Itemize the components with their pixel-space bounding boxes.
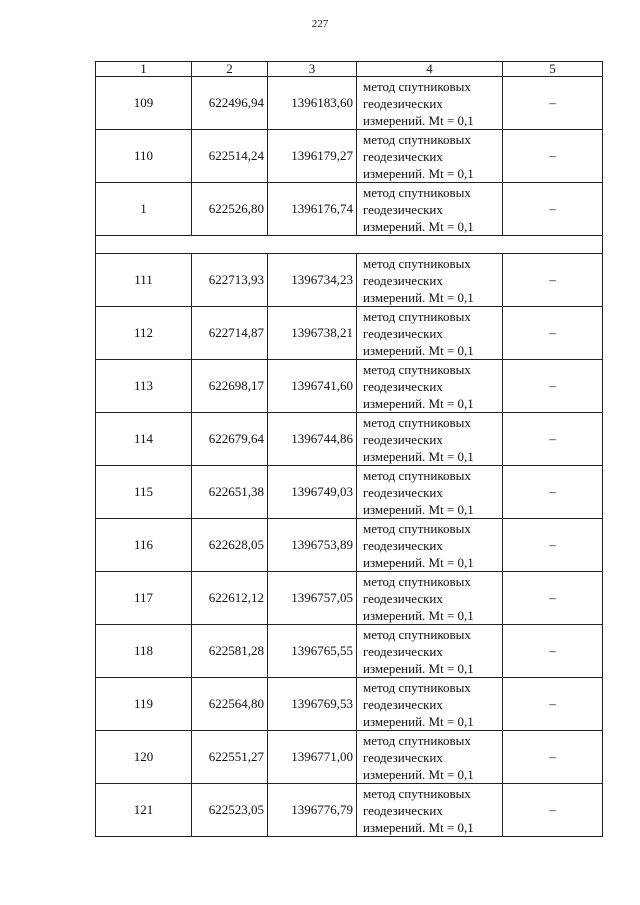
method-text-line: метод спутниковых <box>363 78 471 94</box>
x-coordinate-cell: 622698,17 <box>192 360 268 413</box>
accuracy-dash-cell: – <box>503 307 603 360</box>
y-coordinate-cell: 1396734,23 <box>268 254 357 307</box>
accuracy-dash-cell: – <box>503 572 603 625</box>
x-coordinate-cell: 622714,87 <box>192 307 268 360</box>
method-text-line: измерений. Mt = 0,1 <box>363 218 474 234</box>
column-header-3: 3 <box>268 62 357 77</box>
table-row <box>96 183 603 236</box>
y-coordinate-cell: 1396776,79 <box>268 784 357 837</box>
method-cell <box>357 413 503 466</box>
method-text-line: измерений. Mt = 0,1 <box>363 395 474 411</box>
table-row <box>96 625 603 678</box>
table-row <box>96 77 603 130</box>
method-text-line: геодезических <box>363 201 443 217</box>
method-text-line: метод спутниковых <box>363 732 471 748</box>
point-number-cell: 112 <box>96 307 192 360</box>
accuracy-dash-cell: – <box>503 360 603 413</box>
method-text-line: измерений. Mt = 0,1 <box>363 713 474 729</box>
table-row <box>96 678 603 731</box>
accuracy-dash-cell: – <box>503 784 603 837</box>
section-separator-row <box>96 236 603 254</box>
y-coordinate-cell: 1396744,86 <box>268 413 357 466</box>
point-number-cell: 118 <box>96 625 192 678</box>
accuracy-dash-cell: – <box>503 254 603 307</box>
x-coordinate-cell: 622526,80 <box>192 183 268 236</box>
accuracy-dash-cell: – <box>503 183 603 236</box>
method-text-line: измерений. Mt = 0,1 <box>363 112 474 128</box>
accuracy-dash-cell: – <box>503 130 603 183</box>
point-number-cell: 120 <box>96 731 192 784</box>
method-text-line: геодезических <box>363 378 443 394</box>
y-coordinate-cell: 1396753,89 <box>268 519 357 572</box>
method-text-line: геодезических <box>363 95 443 111</box>
method-text-line: геодезических <box>363 802 443 818</box>
method-text-line: измерений. Mt = 0,1 <box>363 607 474 623</box>
accuracy-dash-cell: – <box>503 466 603 519</box>
method-cell <box>357 731 503 784</box>
method-cell <box>357 519 503 572</box>
table-row <box>96 130 603 183</box>
point-number-cell: 109 <box>96 77 192 130</box>
point-number-cell: 111 <box>96 254 192 307</box>
method-cell <box>357 572 503 625</box>
method-text-line: геодезических <box>363 696 443 712</box>
method-text-line: метод спутниковых <box>363 520 471 536</box>
y-coordinate-cell: 1396771,00 <box>268 731 357 784</box>
method-text-line: измерений. Mt = 0,1 <box>363 501 474 517</box>
column-header-2: 2 <box>192 62 268 77</box>
method-text-line: геодезических <box>363 148 443 164</box>
method-text-line: геодезических <box>363 643 443 659</box>
method-text-line: измерений. Mt = 0,1 <box>363 342 474 358</box>
method-text-line: метод спутниковых <box>363 131 471 147</box>
accuracy-dash-cell: – <box>503 413 603 466</box>
x-coordinate-cell: 622523,05 <box>192 784 268 837</box>
x-coordinate-cell: 622713,93 <box>192 254 268 307</box>
x-coordinate-cell: 622514,24 <box>192 130 268 183</box>
column-header-5: 5 <box>503 62 603 77</box>
y-coordinate-cell: 1396769,53 <box>268 678 357 731</box>
method-text-line: измерений. Mt = 0,1 <box>363 448 474 464</box>
method-cell <box>357 254 503 307</box>
method-text-line: геодезических <box>363 749 443 765</box>
method-text-line: метод спутниковых <box>363 184 471 200</box>
point-number-cell: 116 <box>96 519 192 572</box>
y-coordinate-cell: 1396765,55 <box>268 625 357 678</box>
x-coordinate-cell: 622564,80 <box>192 678 268 731</box>
method-text-line: метод спутниковых <box>363 414 471 430</box>
method-cell <box>357 130 503 183</box>
accuracy-dash-cell: – <box>503 519 603 572</box>
table-row <box>96 254 603 307</box>
y-coordinate-cell: 1396176,74 <box>268 183 357 236</box>
point-number-cell: 119 <box>96 678 192 731</box>
method-cell <box>357 307 503 360</box>
method-text-line: метод спутниковых <box>363 626 471 642</box>
point-number-cell: 110 <box>96 130 192 183</box>
table-row <box>96 784 603 837</box>
method-text-line: геодезических <box>363 325 443 341</box>
x-coordinate-cell: 622581,28 <box>192 625 268 678</box>
y-coordinate-cell: 1396749,03 <box>268 466 357 519</box>
method-text-line: метод спутниковых <box>363 679 471 695</box>
method-text-line: метод спутниковых <box>363 785 471 801</box>
point-number-cell: 117 <box>96 572 192 625</box>
accuracy-dash-cell: – <box>503 77 603 130</box>
method-cell <box>357 183 503 236</box>
method-cell <box>357 360 503 413</box>
method-text-line: измерений. Mt = 0,1 <box>363 289 474 305</box>
accuracy-dash-cell: – <box>503 678 603 731</box>
column-header-1: 1 <box>96 62 192 77</box>
point-number-cell: 1 <box>96 183 192 236</box>
table-row <box>96 519 603 572</box>
method-text-line: геодезических <box>363 537 443 553</box>
method-cell <box>357 784 503 837</box>
table-row <box>96 466 603 519</box>
method-text-line: геодезических <box>363 484 443 500</box>
accuracy-dash-cell: – <box>503 625 603 678</box>
table-row <box>96 413 603 466</box>
table-row <box>96 572 603 625</box>
table-body <box>96 77 603 837</box>
point-number-cell: 115 <box>96 466 192 519</box>
x-coordinate-cell: 622628,05 <box>192 519 268 572</box>
x-coordinate-cell: 622496,94 <box>192 77 268 130</box>
accuracy-dash-cell: – <box>503 731 603 784</box>
table-header-row <box>96 62 603 77</box>
section-separator-cell <box>96 236 603 254</box>
point-number-cell: 113 <box>96 360 192 413</box>
method-text-line: измерений. Mt = 0,1 <box>363 554 474 570</box>
method-text-line: метод спутниковых <box>363 308 471 324</box>
y-coordinate-cell: 1396757,05 <box>268 572 357 625</box>
x-coordinate-cell: 622679,64 <box>192 413 268 466</box>
method-text-line: геодезических <box>363 590 443 606</box>
column-header-4: 4 <box>357 62 503 77</box>
y-coordinate-cell: 1396179,27 <box>268 130 357 183</box>
method-text-line: метод спутниковых <box>363 573 471 589</box>
method-text-line: измерений. Mt = 0,1 <box>363 766 474 782</box>
y-coordinate-cell: 1396738,21 <box>268 307 357 360</box>
method-cell <box>357 625 503 678</box>
method-text-line: измерений. Mt = 0,1 <box>363 660 474 676</box>
table-row <box>96 307 603 360</box>
method-text-line: метод спутниковых <box>363 255 471 271</box>
method-cell <box>357 466 503 519</box>
method-text-line: метод спутниковых <box>363 361 471 377</box>
page-number: 227 <box>311 18 329 30</box>
point-number-cell: 121 <box>96 784 192 837</box>
table-row <box>96 731 603 784</box>
coordinates-table <box>95 61 603 837</box>
method-text-line: метод спутниковых <box>363 467 471 483</box>
method-text-line: измерений. Mt = 0,1 <box>363 165 474 181</box>
method-text-line: геодезических <box>363 431 443 447</box>
table-row <box>96 360 603 413</box>
x-coordinate-cell: 622551,27 <box>192 731 268 784</box>
x-coordinate-cell: 622612,12 <box>192 572 268 625</box>
y-coordinate-cell: 1396183,60 <box>268 77 357 130</box>
method-text-line: геодезических <box>363 272 443 288</box>
method-text-line: измерений. Mt = 0,1 <box>363 819 474 835</box>
x-coordinate-cell: 622651,38 <box>192 466 268 519</box>
y-coordinate-cell: 1396741,60 <box>268 360 357 413</box>
method-cell <box>357 77 503 130</box>
method-cell <box>357 678 503 731</box>
point-number-cell: 114 <box>96 413 192 466</box>
